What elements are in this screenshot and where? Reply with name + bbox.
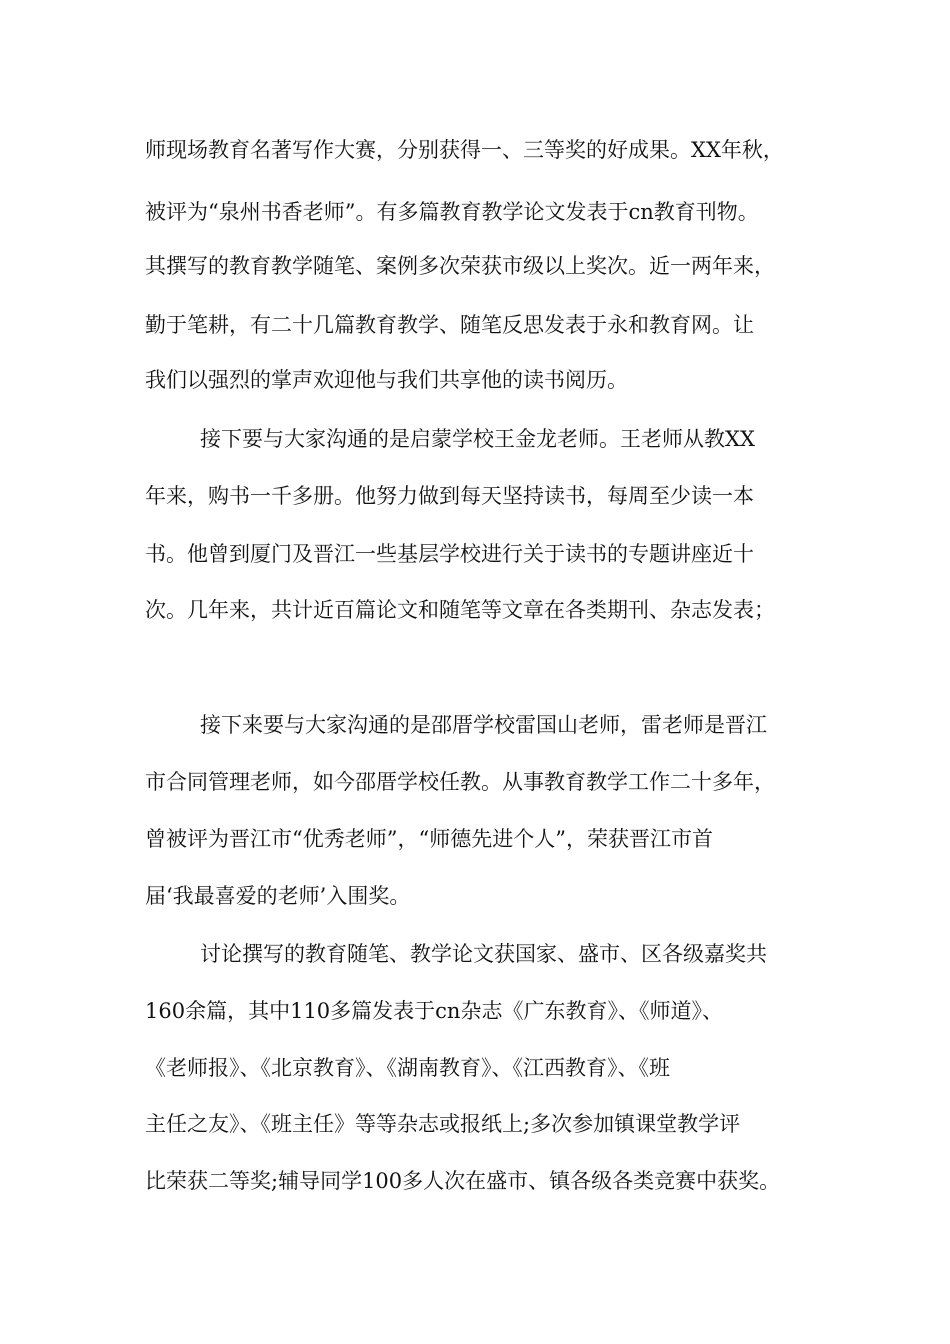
- p3-line-1: 接下来要与大家沟通的是邵厝学校雷国山老师，雷老师是晋江: [200, 713, 767, 737]
- p4-line-4: 主任之友》、《班主任》等等杂志或报纸上;多次参加镇课堂教学评: [145, 1112, 741, 1136]
- p4-line-2: 160余篇，其中110多篇发表于cn杂志《广东教育》、《师道》、: [145, 999, 723, 1023]
- p4-line-3: 《老师报》、《北京教育》、《湖南教育》、《江西教育》、《班: [145, 1056, 670, 1080]
- p2-line-3: 书。他曾到厦门及晋江一些基层学校进行关于读书的专题讲座近十: [145, 542, 754, 566]
- p3-line-4: 届‘我最喜爱的老师’入围奖。: [145, 884, 411, 908]
- p1-line-5: 我们以强烈的掌声欢迎他与我们共享他的读书阅历。: [145, 368, 628, 392]
- p3-line-3: 曾被评为晋江市“优秀老师”，“师德先进个人”，荣获晋江市首: [145, 827, 713, 851]
- p1-line-3: 其撰写的教育教学随笔、案例多次荣获市级以上奖次。近一两年来，: [145, 254, 775, 278]
- p1-line-4: 勤于笔耕，有二十几篇教育教学、随笔反思发表于永和教育网。让: [145, 313, 754, 337]
- p2-line-1: 接下要与大家沟通的是启蒙学校王金龙老师。王老师从教XX: [200, 427, 755, 451]
- p3-line-2: 市合同管理老师，如今邵厝学校任教。从事教育教学工作二十多年，: [145, 770, 775, 794]
- p1-line-2: 被评为“泉州书香老师”。有多篇教育教学论文发表于cn教育刊物。: [145, 200, 759, 224]
- p4-line-1: 讨论撰写的教育随笔、教学论文获国家、盛市、区各级嘉奖共: [200, 942, 767, 966]
- p2-line-4: 次。几年来，共计近百篇论文和随笔等文章在各类期刊、杂志发表；: [145, 598, 775, 622]
- p1-line-1: 师现场教育名著写作大赛，分别获得一、三等奖的好成果。XX年秋，: [145, 138, 784, 162]
- p4-line-5: 比荣获二等奖;辅导同学100多人次在盛市、镇各级各类竞赛中获奖。: [145, 1169, 781, 1193]
- p2-line-2: 年来，购书一千多册。他努力做到每天坚持读书，每周至少读一本: [145, 484, 754, 508]
